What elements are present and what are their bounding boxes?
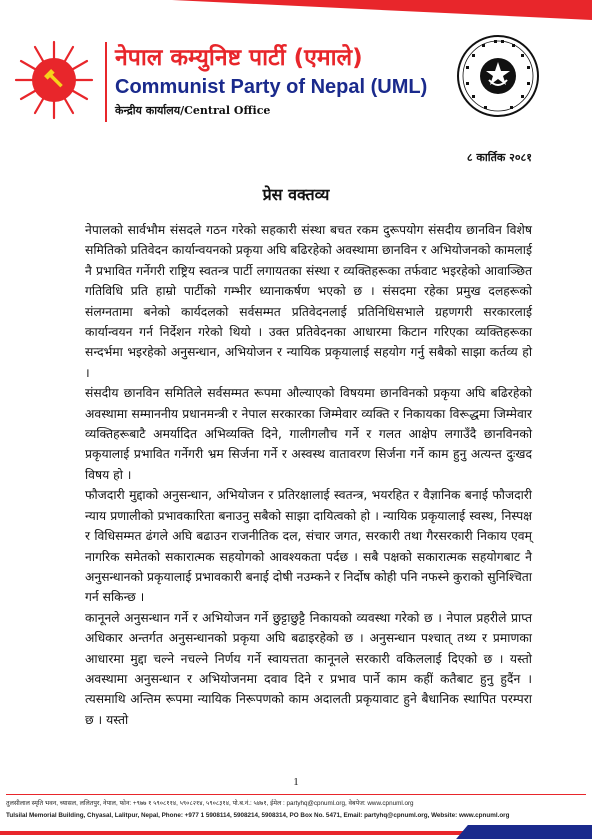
party-seal-icon xyxy=(456,34,540,118)
footer-address-nepali: तुलसीलाल स्मृति भवन, च्यासल, ललितपुर, नेपाल, फोन: +९७७ १ ५९०८११४, ५९०८२१४, ५९०८३१४, पो.ब.नं.: ५४७१, ईमेल : partyhq@cpnuml.org, वेबपेज: www.cpnuml.org xyxy=(6,800,414,807)
office-label: केन्द्रीय कार्यालय/Central Office xyxy=(115,104,271,117)
office-label-nepali: केन्द्रीय कार्यालय xyxy=(115,104,181,117)
party-name-nepali: नेपाल कम्युनिष्ट पार्टी (एमाले) xyxy=(115,45,363,71)
statement-body xyxy=(85,220,532,730)
paragraph: फौजदारी मुद्दाको अनुसन्धान, अभियोजन र प्रतिरक्षालाई स्वतन्त्र, भयरहित र वैज्ञानिक बनाई फौजदारी न्याय प्रणालीको प्रभावकारिता बनाउनु सबैको साझा दायित्वको हो । न्यायिक प्रकृयालाई स्वस्थ, निस्पक्ष र विधिसम्मत ढंगले अघि बढाउन राजनीतिक दल, संचार जगत, सरकारी तथा गैरसरकारी निकाय एवम् नागरिक समेतको सकारात्मक सहयोगको आवश्यकता पर्दछ । सबै पक्षको सकारात्मक सहयोगबाट नै अनुसन्धानको प्रकृयालाई प्रभावकारी बनाई दोषी नउम्कने र निर्दोष कोही पनि नफस्ने कुराको सुनिश्चिता गर्न सकिन्छ । xyxy=(85,488,532,605)
page-title: प्रेस वक्तव्य xyxy=(262,185,330,204)
footer-band xyxy=(0,823,592,839)
office-label-english: Central Office xyxy=(184,104,271,117)
letter-date: ८ कार्तिक २०८१ xyxy=(466,151,532,164)
hammer-sickle-star-icon xyxy=(14,40,94,120)
footer-band-blue xyxy=(456,825,592,839)
paragraph: संसदीय छानविन समितिले सर्वसम्मत रूपमा औल्याएको विषयमा छानविनको प्रकृया अघि बढिरहेको अवस्थामा सम्माननीय प्रधानमन्त्री र नेपाल सरकारका जिम्मेवार व्यक्ति र निकायका विरूद्धमा जिम्मेवार व्यक्तिहरूबाटै अमर्यादित अभिव्यक्ति दिने, गालीगलौच गर्ने र गलत आक्षेप लगाउँदै छानविनको प्रकृयालाई प्रभावित गर्नेगरी भ्रम सिर्जना गर्ने र अस्वस्थ वातावरण सिर्जना गर्ने काम हुनु अत्यन्त दुःखद विषय हो । xyxy=(85,386,532,482)
party-name-english: Communist Party of Nepal (UML) xyxy=(115,76,428,98)
page-number: 1 xyxy=(293,776,299,788)
header-divider xyxy=(105,42,107,122)
footer-address-english: Tulsilal Memorial Building, Chyasal, Lalitpur, Nepal, Phone: +977 1 5908114, 5908214, 5908314, PO Box No. 5471, Email: partyhq@cpnuml.org, Website: www.cpnuml.org xyxy=(6,812,510,819)
paragraph: कानूनले अनुसन्धान गर्ने र अभियोजन गर्ने छुट्टाछुट्टै निकायको व्यवस्था गरेको छ । नेपाल प्रहरीले प्राप्त अधिकार अन्तर्गत अनुसन्धानको प्रकृया अघि बढाइरहेको छ । अनुसन्धान पश्चात् तथ्य र प्रमाणका आधारमा मुद्दा चल्ने नचल्ने निर्णय गर्ने स्वायत्तता कानूनले सरकारी वकिललाई दिएको छ । यस्तो अवस्थामा अनुसन्धान र अभियोजनमा दवाव दिने र प्रभाव पार्ने काम कहीं कतैबाट हुनु हुदैंन । त्यसमाथि अन्तिम रूपमा न्यायिक निरूपणको काम अदालती प्रकृयावाट हुने बैधानिक स्थापित परम्परा छ । यस्तो xyxy=(85,610,532,727)
footer-divider xyxy=(6,794,586,795)
paragraph: नेपालको सार्वभौम संसदले गठन गरेको सहकारी संस्था बचत रकम दुरूपयोग संसदीय छानविन विशेष समितिको प्रतिवेदन कार्यान्वयनको प्रकृया अघि बढिरहेको अवस्थामा छानविन र अभियोजनको कामलाई नै प्रभावित गर्नेगरी राष्ट्रिय स्वतन्त्र पार्टी लगायतका संस्था र व्यक्तिहरूका तर्फवाट भइरहेको आवाञ्छित गतिविधि प्रति हाम्रो पार्टीको गम्भीर ध्यानाकर्षण भएको छ । संसदमा रहेका प्रमुख दलहरूको संलग्नतामा बनेको कार्यदलको सर्वसम्मत प्रतिवेदनलाई प्रतिनिधिसभाले ग्रहणगरी सरकारलाई कार्यान्वयन गर्न निर्देशन गरेको थियो । उक्त प्रतिवेदनका आधारमा किटान गरिएका व्यक्तिहरूका सन्दर्भमा भइरहेको अनुसन्धान, अभियोजन र न्यायिक प्रकृयालाई सहयोग गर्नु सबैको साझा कर्तव्य हो । xyxy=(85,223,532,380)
header-corner-band xyxy=(172,0,592,20)
